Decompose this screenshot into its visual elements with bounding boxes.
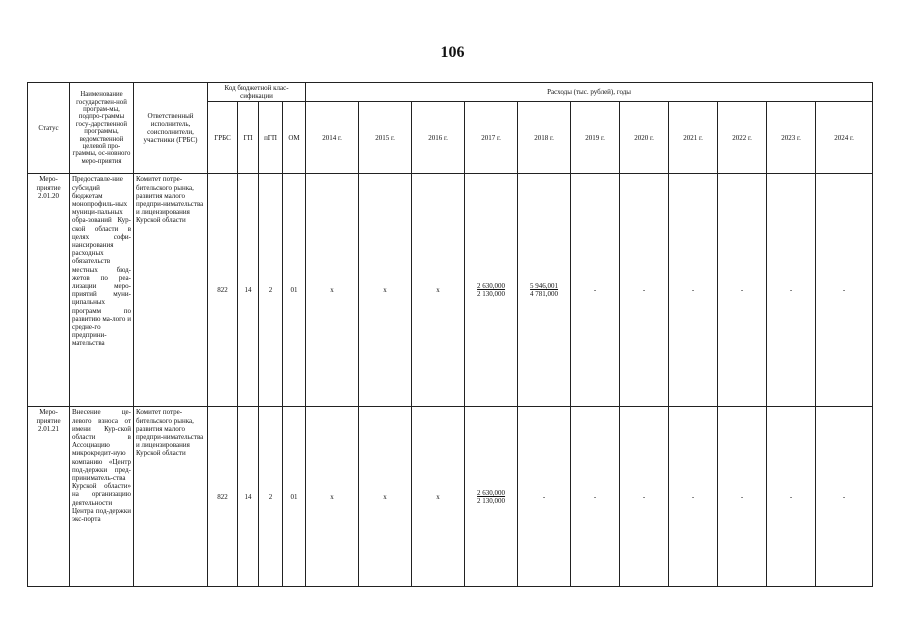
value-total: 5 946,001 xyxy=(530,282,559,291)
row-year-2020: - xyxy=(620,407,669,587)
page-number: 106 xyxy=(440,44,465,61)
budget-table xyxy=(27,82,873,587)
header-budget-code: Код бюджетной клас-сификации xyxy=(208,83,306,102)
value-regional: 4 781,000 xyxy=(530,290,559,299)
row-year-2014: х xyxy=(306,174,359,407)
row-year-2015: х xyxy=(359,174,412,407)
header-year-2024: 2024 г. xyxy=(816,102,873,174)
row-year-2014: х xyxy=(306,407,359,587)
row-grbs: 822 xyxy=(208,174,238,407)
value-regional: 2 130,000 xyxy=(477,496,506,505)
header-year-2022: 2022 г. xyxy=(718,102,767,174)
row-name: Предоставле-ние субсидий бюджетам монопрофиль-ных муници-пальных обра-зований Кур-ской области в целях софи-нансирования расходных обязательств местных бюд-жетов по реа-лизации меро-приятий муни-ципальных программ по развитию ма-лого и средне-го предприни-мательства xyxy=(70,174,134,407)
header-year-2016: 2016 г. xyxy=(412,102,465,174)
row-year-2020: - xyxy=(620,174,669,407)
row-executor: Комитет потре-бительского рынка, развития малого предпри-нимательства и лицензирования Курской области xyxy=(134,407,208,587)
row-status: Меро-приятие 2.01.20 xyxy=(28,174,70,407)
value-total: 2 630,000 xyxy=(477,488,506,497)
header-year-2021: 2021 г. xyxy=(669,102,718,174)
row-pgp: 2 xyxy=(259,407,283,587)
header-year-2017: 2017 г. xyxy=(465,102,518,174)
row-pgp: 2 xyxy=(259,174,283,407)
row-om: 01 xyxy=(283,407,306,587)
value-regional: 2 130,000 xyxy=(477,290,506,299)
header-year-2015: 2015 г. xyxy=(359,102,412,174)
row-year-2022: - xyxy=(718,174,767,407)
row-om: 01 xyxy=(283,174,306,407)
header-executor: Ответственный исполнитель, соисполнители, участники (ГРБС) xyxy=(134,83,208,174)
row-year-2017 xyxy=(465,174,518,407)
row-year-2018: - xyxy=(518,407,571,587)
row-status: Меро-приятие 2.01.21 xyxy=(28,407,70,587)
row-year-2019: - xyxy=(571,174,620,407)
header-code-om: ОМ xyxy=(283,102,306,174)
header-year-2019: 2019 г. xyxy=(571,102,620,174)
row-year-2019: - xyxy=(571,407,620,587)
value-total: 2 630,000 xyxy=(477,282,506,291)
header-status: Статус xyxy=(28,83,70,174)
table-row xyxy=(28,407,873,587)
row-year-2021: - xyxy=(669,174,718,407)
row-executor: Комитет потре-бительского рынка, развития малого предпри-нимательства и лицензирования Курской области xyxy=(134,174,208,407)
row-year-2021: - xyxy=(669,407,718,587)
header-name: Наименование государствен-ной програм-мы, подпро-граммы госу-дарственной программы, ведомственной целевой про-граммы, ос-новного меро-приятия xyxy=(70,83,134,174)
row-year-2024: - xyxy=(816,174,873,407)
row-year-2018 xyxy=(518,174,571,407)
header-code-gp: ГП xyxy=(238,102,259,174)
row-year-2022: - xyxy=(718,407,767,587)
row-gp: 14 xyxy=(238,174,259,407)
header-code-grbs: ГРБС xyxy=(208,102,238,174)
row-year-2015: х xyxy=(359,407,412,587)
table-row xyxy=(28,174,873,407)
row-grbs: 822 xyxy=(208,407,238,587)
row-year-2023: - xyxy=(767,174,816,407)
row-gp: 14 xyxy=(238,407,259,587)
row-year-2024: - xyxy=(816,407,873,587)
header-code-pgp: пГП xyxy=(259,102,283,174)
row-year-2017 xyxy=(465,407,518,587)
header-year-2018: 2018 г. xyxy=(518,102,571,174)
header-year-2020: 2020 г. xyxy=(620,102,669,174)
header-year-2023: 2023 г. xyxy=(767,102,816,174)
row-year-2023: - xyxy=(767,407,816,587)
row-name: Внесение це-левого взноса от имени Кур-ской области в Ассоциацию микрокредит-ную компанию «Центр под-держки пред-приниматель-ства Курской области» на организацию деятельности Центра под-держки экс-порта xyxy=(70,407,134,587)
row-year-2016: х xyxy=(412,174,465,407)
header-year-2014: 2014 г. xyxy=(306,102,359,174)
row-year-2016: х xyxy=(412,407,465,587)
header-expenses: Расходы (тыс. рублей), годы xyxy=(306,83,873,102)
